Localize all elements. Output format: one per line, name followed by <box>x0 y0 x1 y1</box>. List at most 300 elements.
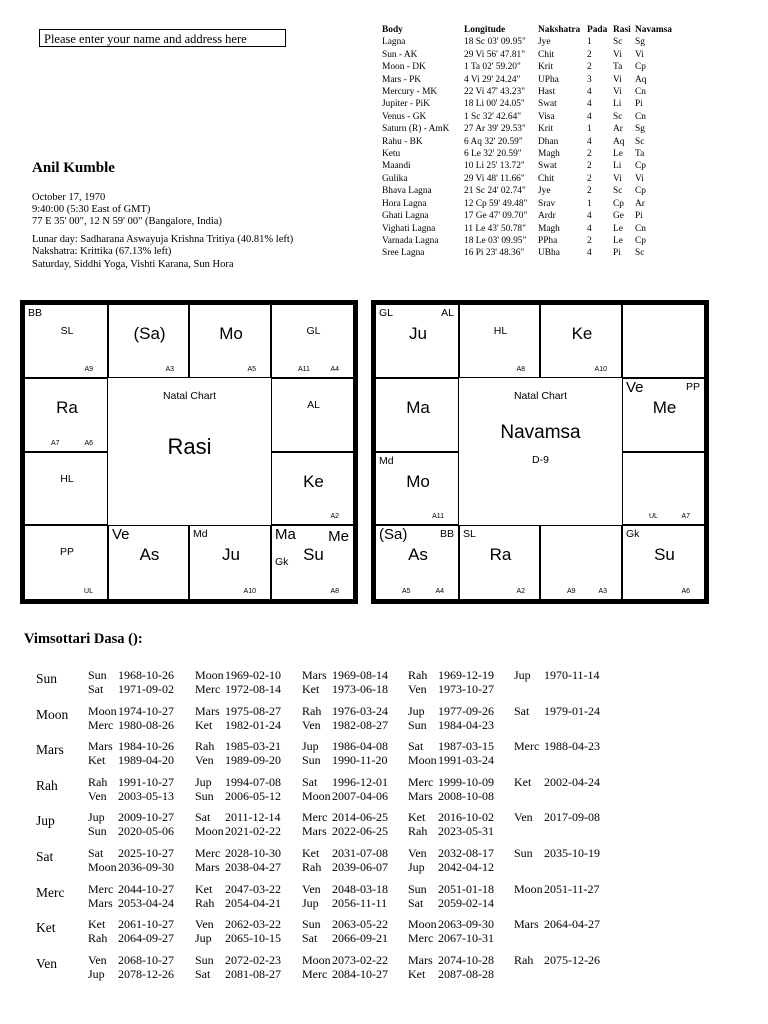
house-arudha-br: A9 <box>84 366 93 373</box>
antar-lord: Mars <box>302 824 327 839</box>
planet-cell: 2 <box>587 149 592 160</box>
planet-cell: Mercury - MK <box>382 87 438 98</box>
chart-house <box>540 525 622 600</box>
antar-date: 1977-09-26 <box>438 703 494 718</box>
antar-period <box>302 718 388 732</box>
house-label-tl: Gk <box>626 528 640 540</box>
antar-lord: Sun <box>302 753 321 768</box>
dasa-title: Vimsottari Dasa (): <box>24 631 143 647</box>
planet-row <box>382 49 675 61</box>
planet-cell: Ardr <box>538 211 556 222</box>
antar-lord: Moon <box>302 952 331 967</box>
antar-date: 2062-03-22 <box>225 917 281 932</box>
antar-lord: Ven <box>408 682 427 696</box>
antar-lord: Ven <box>195 917 214 932</box>
antar-period <box>302 953 388 967</box>
antar-date: 1973-10-27 <box>438 682 494 696</box>
antar-date: 2067-10-31 <box>438 931 494 946</box>
antar-lord: Mars <box>408 788 433 803</box>
house-arudha-bl: A5 <box>402 588 411 595</box>
planet-cell: Maandi <box>382 161 411 172</box>
antar-date: 1985-03-21 <box>225 739 281 754</box>
antar-period <box>408 682 494 696</box>
antar-lord: Merc <box>408 774 434 789</box>
planet-row <box>382 36 675 48</box>
antar-date: 2051-11-27 <box>544 881 600 896</box>
antar-date: 2072-02-23 <box>225 952 281 967</box>
antar-period <box>88 896 174 910</box>
dasa-row <box>24 917 764 953</box>
chart-house <box>271 452 354 525</box>
planet-cell: 2 <box>587 173 592 184</box>
planet-cell: 16 Pi 23' 48.36" <box>464 248 525 259</box>
chart-house <box>622 378 705 452</box>
planet-cell: 22 Vi 47' 43.23" <box>464 87 526 98</box>
planet-cell: Magh <box>538 223 560 234</box>
antar-period <box>88 917 174 931</box>
planet-cell: Sc <box>613 37 623 48</box>
planet-cell: Li <box>613 161 622 172</box>
dasa-lord: Moon <box>36 706 69 722</box>
antar-date: 1969-12-19 <box>438 668 494 682</box>
planet-cell: 12 Cp 59' 49.48" <box>464 198 528 209</box>
planet-cell: Cp <box>635 161 646 172</box>
planet-cell: 4 Vi 29' 24.24" <box>464 74 521 85</box>
planet-cell: Vi <box>635 49 644 60</box>
planet-cell: Hast <box>538 87 556 98</box>
house-planets: Ma <box>406 398 430 417</box>
antar-lord: Moon <box>302 788 331 803</box>
antar-lord: Sat <box>88 846 104 860</box>
day-info: Saturday, Siddhi Yoga, Vishti Karana, Sun Hora <box>32 259 234 270</box>
planet-cell: Ge <box>613 211 624 222</box>
antar-period <box>88 846 174 860</box>
chart-house <box>622 304 705 378</box>
house-arudha-bl: A11 <box>298 366 310 373</box>
planet-cell: Jye <box>538 186 551 197</box>
house-label-tr: Me <box>328 528 349 545</box>
house-arudha-bl: UL <box>649 513 658 520</box>
antar-lord: Jup <box>514 668 531 682</box>
planet-cell: Swat <box>538 99 557 110</box>
house-arudha-bl: A9 <box>567 588 576 595</box>
planet-cell: Vi <box>613 173 622 184</box>
antar-period <box>88 953 174 967</box>
house-label-tl: Md <box>193 528 208 540</box>
antar-period <box>88 882 174 896</box>
planet-cell: Cp <box>635 235 646 246</box>
antar-lord: Sat <box>408 739 424 754</box>
antar-date: 2075-12-26 <box>544 952 600 967</box>
antar-lord: Jup <box>195 774 212 789</box>
antar-period <box>514 846 600 860</box>
planet-cell: Pi <box>635 211 643 222</box>
birth-time: 9:40:00 (5:30 East of GMT) <box>32 204 151 215</box>
antar-period <box>302 846 388 860</box>
planet-cell: Krit <box>538 62 554 73</box>
antar-period <box>408 967 494 981</box>
house-planets: As <box>408 545 428 564</box>
antar-lord: Sat <box>408 895 424 910</box>
house-arudha-br: A2 <box>330 513 339 520</box>
house-arudha-br: A10 <box>243 588 256 595</box>
dasa-lord: Merc <box>36 884 65 900</box>
antar-lord: Ven <box>195 753 214 768</box>
planet-cell: Lagna <box>382 37 406 48</box>
chart-house <box>622 525 705 600</box>
antar-date: 2017-09-08 <box>544 810 600 825</box>
planet-cell: 29 Vi 48' 11.66" <box>464 173 525 184</box>
antar-lord: Sun <box>302 917 321 932</box>
planet-cell: Aq <box>613 136 625 147</box>
planet-row <box>382 235 675 247</box>
antar-date: 2066-09-21 <box>332 931 388 946</box>
antar-date: 2056-11-11 <box>332 895 388 910</box>
planet-cell: Vi <box>613 74 622 85</box>
antar-lord: Ket <box>408 810 426 825</box>
antar-period <box>195 718 281 732</box>
col-header: Longitude <box>464 25 506 35</box>
dasa-row <box>24 668 764 704</box>
chart-house <box>24 304 108 378</box>
planet-row <box>382 198 675 210</box>
planet-cell: 6 Le 32' 20.59" <box>464 149 522 160</box>
planet-cell: 4 <box>587 136 592 147</box>
antar-lord: Moon <box>88 703 117 718</box>
antar-period <box>514 882 600 896</box>
antar-lord: Moon <box>514 881 543 896</box>
antar-period <box>88 704 174 718</box>
antar-period <box>195 668 281 682</box>
antar-date: 1984-10-26 <box>118 739 174 754</box>
chart-name: Navamsa <box>500 422 581 443</box>
chart-house <box>271 525 354 600</box>
antar-lord: Rah <box>302 703 322 718</box>
house-arudha-br: A7 <box>681 513 690 520</box>
planet-table-header <box>382 24 675 36</box>
antar-date: 2061-10-27 <box>118 917 174 932</box>
antar-period <box>195 931 281 945</box>
antar-lord: Ven <box>88 788 107 803</box>
antar-date: 2011-12-14 <box>225 810 281 825</box>
planet-cell: Le <box>613 223 623 234</box>
planet-cell: Chit <box>538 173 555 184</box>
antar-period <box>88 860 174 874</box>
lunar-day: Lunar day: Sadharana Aswayuja Krishna Tritiya (40.81% left) <box>32 234 294 245</box>
antar-date: 2063-09-30 <box>438 917 494 932</box>
antar-period <box>195 789 281 803</box>
planet-cell: Sree Lagna <box>382 248 425 259</box>
antar-lord: Jup <box>302 739 319 754</box>
antar-date: 1982-01-24 <box>225 717 281 732</box>
planet-row <box>382 148 675 160</box>
house-planets: Me <box>652 398 677 417</box>
planet-row <box>382 61 675 73</box>
dasa-row <box>24 775 764 811</box>
planet-row <box>382 210 675 222</box>
planet-row <box>382 111 675 123</box>
house-arudha-br: A4 <box>330 366 339 373</box>
planet-cell: Vighati Lagna <box>382 223 436 234</box>
antar-lord: Merc <box>408 931 434 946</box>
planet-cell: Cp <box>635 62 646 73</box>
antar-lord: Ket <box>195 717 213 732</box>
antar-period <box>88 789 174 803</box>
chart-house <box>271 378 354 452</box>
antar-date: 2064-09-27 <box>118 931 174 946</box>
planet-cell: Le <box>613 149 623 160</box>
planet-cell: Ketu <box>382 149 401 160</box>
house-label-tl: Md <box>379 455 394 467</box>
dasa-lord: Rah <box>36 777 58 793</box>
antar-period <box>195 682 281 696</box>
antar-lord: Sun <box>408 717 427 732</box>
antar-period <box>514 739 600 753</box>
antar-date: 2073-02-22 <box>332 952 388 967</box>
antar-lord: Ven <box>88 952 107 967</box>
name-address-field[interactable]: Please enter your name and address here <box>39 29 286 47</box>
antar-lord: Sat <box>195 966 211 981</box>
antar-lord: Jup <box>195 931 212 946</box>
antar-lord: Moon <box>195 824 224 839</box>
antar-period <box>302 775 388 789</box>
house-arudha-br: A8 <box>330 588 339 595</box>
antar-lord: Merc <box>514 739 540 754</box>
planet-cell: 1 <box>587 37 592 48</box>
planet-cell: 4 <box>587 99 592 110</box>
house-arudha-br: A6 <box>681 588 690 595</box>
house-planets: (Sa) <box>133 324 166 343</box>
planet-cell: 2 <box>587 161 592 172</box>
antar-lord: Sun <box>514 846 533 860</box>
planet-cell: 18 Li 00' 24.05" <box>464 99 525 110</box>
planet-cell: 18 Le 03' 09.95" <box>464 235 527 246</box>
antar-period <box>88 668 174 682</box>
antar-date: 1974-10-27 <box>118 703 174 718</box>
antar-period <box>408 882 494 896</box>
antar-date: 1986-04-08 <box>332 739 388 754</box>
house-planets: Mo <box>219 324 243 343</box>
planet-cell: 1 <box>587 198 592 209</box>
antar-lord: Ket <box>195 881 213 896</box>
planet-cell: Saturn (R) - AmK <box>382 124 450 135</box>
antar-date: 1988-04-23 <box>544 739 600 754</box>
planet-cell: Dhan <box>538 136 559 147</box>
antar-period <box>302 882 388 896</box>
planet-cell: Sc <box>613 186 623 197</box>
planet-cell: 2 <box>587 235 592 246</box>
chart-house <box>24 452 108 525</box>
birth-date: October 17, 1970 <box>32 192 106 203</box>
antar-date: 2047-03-22 <box>225 881 281 896</box>
antar-date: 2063-05-22 <box>332 917 388 932</box>
col-header: Navamsa <box>635 25 672 35</box>
antar-period <box>195 810 281 824</box>
antar-lord: Ven <box>514 810 533 825</box>
antar-date: 2036-09-30 <box>118 860 174 874</box>
antar-date: 1976-03-24 <box>332 703 388 718</box>
antar-date: 2002-04-24 <box>544 774 600 789</box>
planet-cell: Vi <box>635 173 644 184</box>
planet-cell: Bhava Lagna <box>382 186 432 197</box>
antar-lord: Rah <box>195 895 215 910</box>
planet-cell: 18 Sc 03' 09.95" <box>464 37 526 48</box>
antar-lord: Sat <box>195 810 211 825</box>
house-label-tl: Ve <box>626 379 644 396</box>
planet-cell: 4 <box>587 87 592 98</box>
antar-lord: Mars <box>88 895 113 910</box>
house-planets: Ju <box>222 545 240 564</box>
house-arudha-br: A11 <box>432 513 444 520</box>
antar-date: 2031-07-08 <box>332 846 388 860</box>
planet-cell: Venus - GK <box>382 111 427 122</box>
antar-date: 2042-04-12 <box>438 860 494 874</box>
antar-lord: Rah <box>88 931 108 946</box>
dasa-row <box>24 704 764 740</box>
antar-period <box>195 704 281 718</box>
antar-date: 2081-08-27 <box>225 966 281 981</box>
antar-lord: Jup <box>88 810 105 825</box>
planet-cell: Ta <box>635 149 645 160</box>
antar-period <box>408 718 494 732</box>
planet-cell: Vi <box>613 87 622 98</box>
antar-period <box>302 917 388 931</box>
antar-period <box>88 753 174 767</box>
house-label-tl: Ve <box>112 526 130 543</box>
antar-date: 1980-08-26 <box>118 717 174 732</box>
antar-date: 1972-08-14 <box>225 682 281 696</box>
house-label-mid: GL <box>306 325 321 337</box>
col-header: Body <box>382 25 403 35</box>
antar-date: 2007-04-06 <box>332 788 388 803</box>
house-arudha-br: A6 <box>84 440 93 447</box>
antar-lord: Sat <box>302 774 318 789</box>
antar-period <box>88 810 174 824</box>
antar-period <box>88 931 174 945</box>
antar-lord: Merc <box>88 717 114 732</box>
antar-period <box>408 775 494 789</box>
antar-date: 2064-04-27 <box>544 917 600 932</box>
antar-lord: Sun <box>195 952 214 967</box>
planet-cell: Krit <box>538 124 554 135</box>
chart-house <box>540 304 622 378</box>
chart-title: Natal Chart <box>513 390 568 402</box>
antar-date: 1991-03-24 <box>438 753 494 768</box>
antar-period <box>88 824 174 838</box>
dasa-lord: Mars <box>36 742 64 758</box>
dasa-row <box>24 846 764 882</box>
antar-date: 1969-08-14 <box>332 668 388 682</box>
antar-period <box>408 824 494 838</box>
planet-cell: Aq <box>635 74 647 85</box>
planet-cell: Ghati Lagna <box>382 211 429 222</box>
planet-cell: 6 Aq 32' 20.59" <box>464 136 523 147</box>
house-label-mid: AL <box>307 399 320 411</box>
antar-period <box>302 789 388 803</box>
antar-period <box>302 810 388 824</box>
navamsa-chart <box>371 300 709 604</box>
house-arudha-br: A3 <box>165 366 174 373</box>
antar-lord: Jup <box>408 703 425 718</box>
antar-period <box>408 668 494 682</box>
planet-cell: Sun - AK <box>382 49 418 60</box>
chart-house <box>459 525 540 600</box>
planet-cell: 27 Ar 39' 29.53" <box>464 124 526 135</box>
antar-period <box>514 810 600 824</box>
dasa-lord: Jup <box>36 813 55 829</box>
house-planets: Ra <box>56 398 78 417</box>
planet-cell: Sg <box>635 37 645 48</box>
planet-cell: PPha <box>538 235 558 246</box>
house-label-tl: (Sa) <box>379 526 408 543</box>
planet-row <box>382 86 675 98</box>
antar-lord: Rah <box>195 739 215 754</box>
antar-lord: Rah <box>514 952 534 967</box>
antar-lord: Jup <box>408 860 425 874</box>
planet-cell: 29 Vi 56' 47.81" <box>464 49 526 60</box>
house-label-tl: GL <box>379 307 394 319</box>
antar-period <box>302 753 388 767</box>
planet-cell: Mars - PK <box>382 74 422 85</box>
antar-lord: Mars <box>408 952 433 967</box>
antar-period <box>195 967 281 981</box>
antar-lord: Sun <box>195 788 214 803</box>
planet-cell: Rahu - BK <box>382 136 423 147</box>
house-planets: Ju <box>409 324 427 343</box>
antar-period <box>408 846 494 860</box>
house-label-tl: BB <box>28 307 43 319</box>
antar-date: 1999-10-09 <box>438 774 494 789</box>
planet-cell: Li <box>613 99 622 110</box>
planet-cell: Visa <box>538 111 555 122</box>
antar-date: 1970-11-14 <box>544 668 600 682</box>
planet-row <box>382 185 675 197</box>
antar-period <box>302 682 388 696</box>
antar-date: 1982-08-27 <box>332 717 388 732</box>
house-planets: Mo <box>406 472 430 491</box>
antar-period <box>195 775 281 789</box>
dasa-row <box>24 739 764 775</box>
col-header: Pada <box>587 25 608 35</box>
antar-period <box>302 668 388 682</box>
nakshatra-info: Nakshatra: Krittika (67.13% left) <box>32 246 172 257</box>
chart-house <box>375 525 459 600</box>
antar-period <box>195 917 281 931</box>
antar-lord: Mars <box>88 739 113 754</box>
antar-lord: Moon <box>408 917 437 932</box>
planet-cell: Jye <box>538 37 551 48</box>
antar-date: 2087-08-28 <box>438 966 494 981</box>
antar-period <box>408 704 494 718</box>
planet-cell: Moon - DK <box>382 62 426 73</box>
antar-lord: Jup <box>302 895 319 910</box>
antar-period <box>88 718 174 732</box>
house-label-mid: SL <box>60 325 74 337</box>
col-header: Rasi <box>613 25 631 35</box>
antar-period <box>195 824 281 838</box>
antar-date: 1973-06-18 <box>332 682 388 696</box>
chart-title: Natal Chart <box>162 390 217 402</box>
planet-cell: 4 <box>587 111 592 122</box>
antar-date: 2003-05-13 <box>118 788 174 803</box>
planet-cell: Cp <box>613 198 624 209</box>
house-label-mid: HL <box>493 325 508 337</box>
planet-cell: Cn <box>635 223 646 234</box>
antar-lord: Moon <box>88 860 117 874</box>
planet-cell: UPha <box>538 74 559 85</box>
antar-date: 1984-04-23 <box>438 717 494 732</box>
antar-period <box>88 775 174 789</box>
